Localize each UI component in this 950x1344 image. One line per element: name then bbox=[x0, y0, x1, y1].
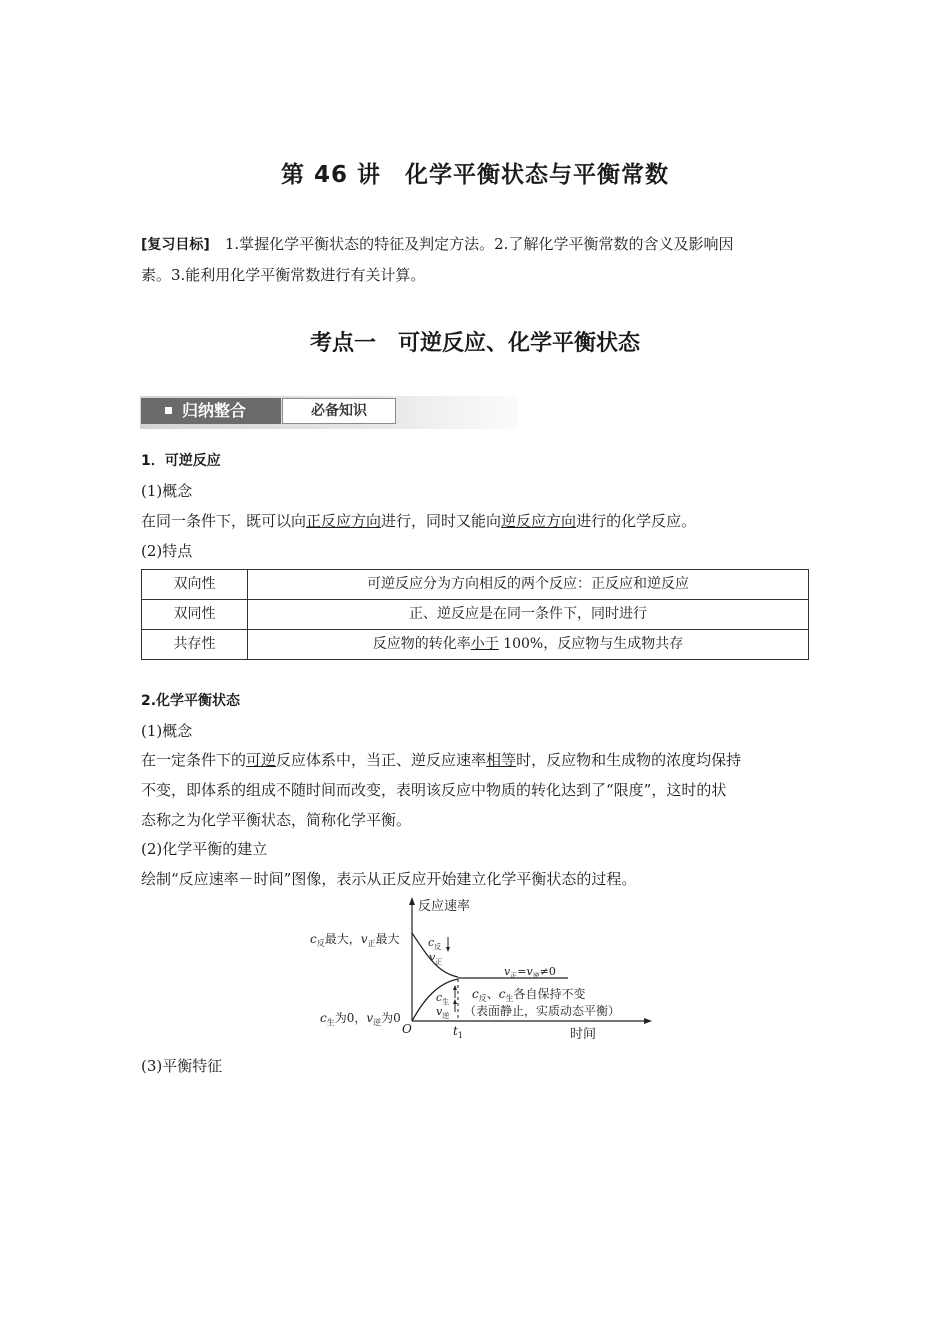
x-axis-arrow-icon bbox=[644, 1018, 652, 1024]
objectives-text-2: 素。3.能利用化学平衡常数进行有关计算。 bbox=[141, 266, 426, 284]
table-cell: 双向性 bbox=[142, 570, 248, 600]
features-table bbox=[141, 569, 809, 660]
origin-label: O bbox=[402, 1022, 412, 1036]
equilibrium-label: $v_正=v_逆\ne 0$ bbox=[504, 965, 556, 980]
sub-concept-1: (1)概念 bbox=[141, 482, 193, 500]
text-span: 进行，同时又能向 bbox=[381, 512, 502, 530]
table-cell bbox=[248, 630, 809, 660]
y-axis-arrow-icon bbox=[409, 897, 415, 905]
y-axis-label: 反应速率 bbox=[418, 899, 471, 914]
label-v-reverse: $v_逆$ bbox=[436, 1005, 450, 1020]
page-title: 第 46 讲 化学平衡状态与平衡常数 bbox=[280, 162, 670, 188]
table-cell: 共存性 bbox=[142, 630, 248, 660]
text-span: 时，反应物和生成物的浓度均保持 bbox=[516, 751, 742, 769]
equilibrium-paragraph bbox=[141, 745, 809, 835]
banner-main bbox=[141, 398, 281, 424]
banner-main-label: 归纳整合 bbox=[182, 401, 247, 420]
objectives-line-1 bbox=[141, 229, 809, 260]
text-span: 反应物的转化率 bbox=[372, 636, 471, 652]
rate-time-diagram bbox=[300, 895, 660, 1045]
t1-label: $t_1$ bbox=[453, 1024, 463, 1040]
down-arrow-head-icon bbox=[446, 947, 450, 952]
underline-forward: 正反应方向 bbox=[306, 512, 382, 530]
sub-concept-2: (1)概念 bbox=[141, 722, 193, 740]
review-objectives bbox=[141, 229, 809, 290]
table-row bbox=[142, 570, 809, 600]
label-c-product: $c_生$ bbox=[436, 991, 450, 1006]
table-row bbox=[142, 600, 809, 630]
text-span: 反应体系中，当正、逆反应速率 bbox=[276, 751, 487, 769]
underline-equal: 相等 bbox=[486, 751, 517, 769]
up-arrow-head-icon bbox=[453, 999, 457, 1004]
text-span: 100%，反应物与生成物共存 bbox=[498, 636, 684, 652]
text-span: 在同一条件下，既可以向 bbox=[141, 512, 307, 530]
chart-intro: 绘制“反应速率－时间”图像，表示从正反应开始建立化学平衡状态的过程。 bbox=[141, 870, 637, 888]
table-cell: 正、逆反应是在同一条件下，同时进行 bbox=[248, 600, 809, 630]
label-c-reactant: $c_反$ bbox=[428, 936, 442, 951]
heading-equilibrium: 2.化学平衡状态 bbox=[141, 693, 241, 709]
note-line-1: $c_反$、$c_生$各自保持不变 bbox=[472, 987, 586, 1003]
square-bullet-icon bbox=[165, 407, 172, 414]
banner-side-label: 必备知识 bbox=[282, 398, 396, 424]
up-arrow-head-icon bbox=[453, 985, 457, 990]
underline-reverse: 逆反应方向 bbox=[501, 512, 577, 530]
left-bottom-annotation: $c_生$为0，$v_逆$为0 bbox=[320, 1011, 401, 1027]
table-row bbox=[142, 630, 809, 660]
underline-reversible: 可逆 bbox=[246, 751, 277, 769]
note-line-2: （表面静止，实质动态平衡） bbox=[464, 1004, 621, 1018]
concept-paragraph-1 bbox=[141, 510, 696, 532]
text-span: 进行的化学反应。 bbox=[576, 512, 697, 530]
sub-features-3: (3)平衡特征 bbox=[141, 1057, 223, 1075]
table-cell: 双同性 bbox=[142, 600, 248, 630]
x-axis-label: 时间 bbox=[570, 1027, 597, 1042]
objectives-text-1: 1.掌握化学平衡状态的特征及判定方法。2.了解化学平衡常数的含义及影响因 bbox=[224, 235, 734, 253]
text-span: 在一定条件下的 bbox=[141, 751, 247, 769]
sub-establish: (2)化学平衡的建立 bbox=[141, 840, 268, 858]
sub-features: (2)特点 bbox=[141, 542, 193, 560]
para-line-1 bbox=[141, 745, 809, 775]
para-line-3: 态称之为化学平衡状态，简称化学平衡。 bbox=[141, 811, 412, 829]
table-cell: 可逆反应分为方向相反的两个反应：正反应和逆反应 bbox=[248, 570, 809, 600]
label-v-forward: $v_正$ bbox=[429, 951, 443, 966]
objectives-label: [复习目标] bbox=[141, 237, 210, 253]
underline-less-than: 小于 bbox=[470, 636, 499, 652]
section-title: 考点一 可逆反应、化学平衡状态 bbox=[309, 331, 640, 356]
left-top-annotation: $c_反$最大，$v_正$最大 bbox=[310, 932, 400, 948]
para-line-2: 不变，即体系的组成不随时间而改变，表明该反应中物质的转化达到了“限度”，这时的状 bbox=[141, 781, 727, 799]
reverse-rate-curve bbox=[412, 979, 458, 1021]
heading-reversible-reaction: 1．可逆反应 bbox=[141, 453, 221, 469]
